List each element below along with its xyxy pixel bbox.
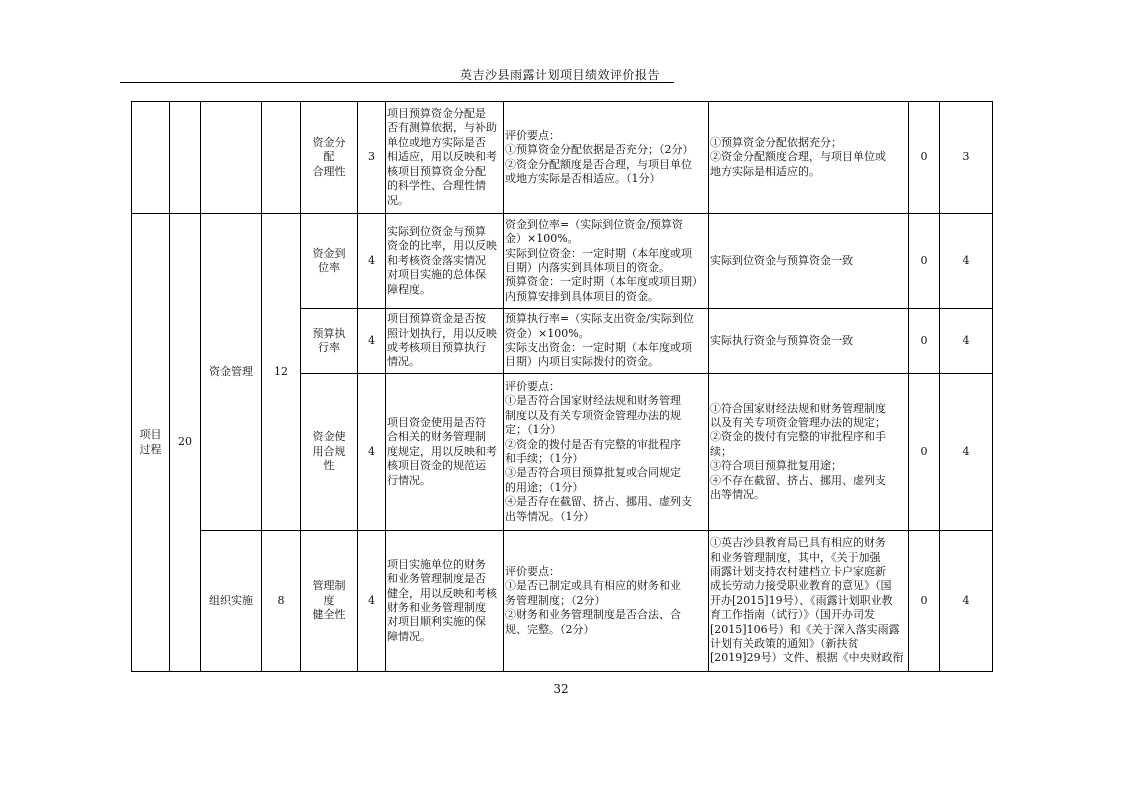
metric-name: 资金使 用合规 性 — [301, 374, 358, 531]
level2-score-cell-empty — [262, 102, 301, 214]
final-score: 4 — [940, 531, 993, 672]
metric-explanation: 项目资金使用是否符 合相关的财务管理制 度规定，用以反映和考 核项目资金的规范运 行情况。 — [386, 374, 504, 531]
level2-indicator: 组织实施 — [201, 531, 262, 672]
metric-criteria: 预算执行率=（实际支出资金/实际到位 资金）×100%。 实际支出资金：一定时期（本年度或项 目期）内项目实际拨付的资金。 — [504, 309, 709, 374]
metric-weight: 4 — [358, 531, 386, 672]
metric-explanation: 项目实施单位的财务 和业务管理制度是否 健全，用以反映和考核 财务和业务管理制度 对项目顺利实施的保 障情况。 — [386, 531, 504, 672]
metric-weight: 3 — [358, 102, 386, 214]
deducted-points: 0 — [909, 214, 940, 309]
page-header-title: 英吉沙县雨露计划项目绩效评价报告 — [459, 68, 660, 82]
metric-name: 资金分 配 合理性 — [301, 102, 358, 214]
evaluation-table — [131, 101, 993, 672]
metric-criteria: 资金到位率=（实际到位资金/预算资 金）×100%。 实际到位资金：一定时期（本年度或项 目期）内落实到具体项目的资金。 预算资金：一定时期（本年度或项目期） 内预算安排到具体项目的资金。 — [504, 214, 709, 309]
final-score: 4 — [940, 374, 993, 531]
level2-cell-empty — [201, 102, 262, 214]
metric-name: 资金到 位率 — [301, 214, 358, 309]
level2-score: 12 — [262, 214, 301, 531]
table-row — [132, 214, 993, 309]
scoring-basis: ①英吉沙县教育局已具有相应的财务 和业务管理制度，其中，《关于加强 雨露计划支持农村建档立卡户家庭新 成长劳动力接受职业教育的意见》（国 开办[2015]19号）、《雨露计划职业教 育工作指南（试行）》（国开办司发 [2015]106号）和《关于深入落实雨露 计划有关政策的通知》（新扶贫 [2019]29号）文件、根据《中央财政衔 — [709, 531, 909, 672]
metric-weight: 4 — [358, 214, 386, 309]
metric-explanation: 项目预算资金是否按 照计划执行，用以反映 或考核项目预算执行 情况。 — [386, 309, 504, 374]
metric-criteria: 评价要点： ①是否已制定或具有相应的财务和业 务管理制度；（2分） ②财务和业务管理制度是否合法、合 规、完整。（2分） — [504, 531, 709, 672]
metric-explanation: 项目预算资金分配是 否有测算依据，与补助 单位或地方实际是否 相适应，用以反映和考 核项目预算资金分配 的科学性、合理性情 况。 — [386, 102, 504, 214]
scoring-basis: 实际到位资金与预算资金一致 — [709, 214, 909, 309]
metric-name: 预算执 行率 — [301, 309, 358, 374]
metric-explanation: 实际到位资金与预算 资金的比率，用以反映 和考核资金落实情况 对项目实施的总体保 障程度。 — [386, 214, 504, 309]
scoring-basis: 实际执行资金与预算资金一致 — [709, 309, 909, 374]
deducted-points: 0 — [909, 531, 940, 672]
level1-score: 20 — [170, 214, 201, 672]
page-number: 32 — [553, 682, 569, 696]
final-score: 4 — [940, 309, 993, 374]
level1-cell-empty — [132, 102, 170, 214]
table-row — [132, 102, 993, 214]
level2-score: 8 — [262, 531, 301, 672]
final-score: 4 — [940, 214, 993, 309]
metric-name: 管理制 度 健全性 — [301, 531, 358, 672]
scoring-basis: ①预算资金分配依据充分； ②资金分配额度合理，与项目单位或 地方实际是相适应的。 — [709, 102, 909, 214]
scoring-basis: ①符合国家财经法规和财务管理制度 以及有关专项资金管理办法的规定； ②资金的拨付有完整的审批程序和手 续； ③符合项目预算批复用途； ④不存在截留、挤占、挪用、虚列支 出等情况。 — [709, 374, 909, 531]
level1-score-cell-empty — [170, 102, 201, 214]
header-rule — [120, 82, 674, 83]
level1-indicator: 项目 过程 — [132, 214, 170, 672]
metric-weight: 4 — [358, 374, 386, 531]
deducted-points: 0 — [909, 309, 940, 374]
deducted-points: 0 — [909, 102, 940, 214]
metric-criteria: 评价要点： ①预算资金分配依据是否充分；（2分） ②资金分配额度是否合理，与项目单位 或地方实际是否相适应。（1分） — [504, 102, 709, 214]
final-score: 3 — [940, 102, 993, 214]
metric-weight: 4 — [358, 309, 386, 374]
level2-indicator: 资金管理 — [201, 214, 262, 531]
metric-criteria: 评价要点： ①是否符合国家财经法规和财务管理 制度以及有关专项资金管理办法的规 定；（1分） ②资金的拨付是否有完整的审批程序 和手续；（1分） ③是否符合项目预算批复或合同规定 的用途；（1分） ④是否存在截留、挤占、挪用、虚列支 出等情况。（1分） — [504, 374, 709, 531]
deducted-points: 0 — [909, 374, 940, 531]
table-row — [132, 531, 993, 672]
